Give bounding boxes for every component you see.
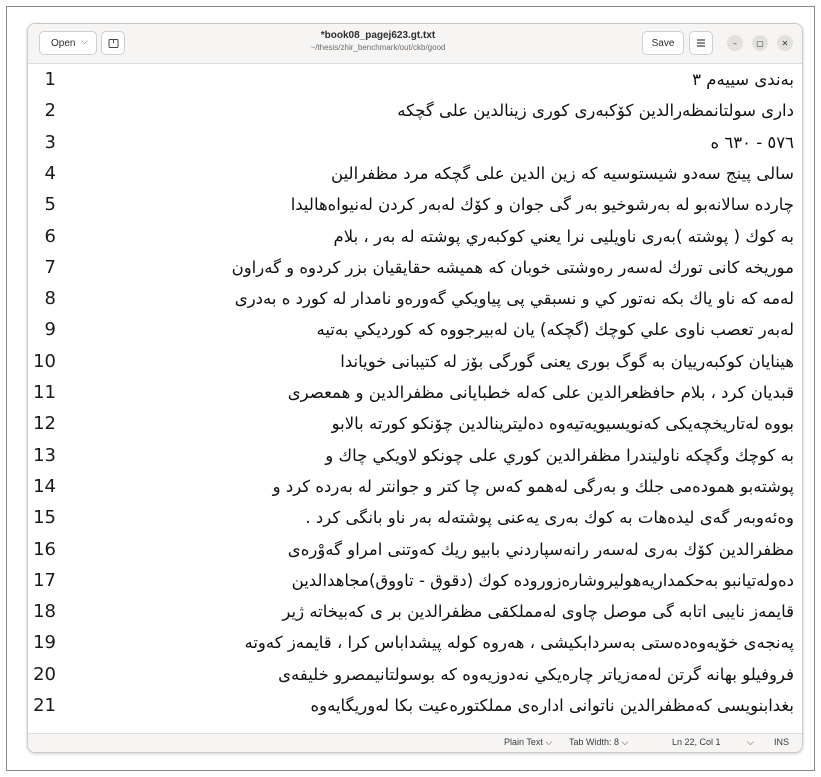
editor-line[interactable] [28,471,803,502]
line-text[interactable]: بغدابنویسی کەمظفرالدین ناتوانی ادارەی مملکتورەعیت بکا لەوریگایەوە [310,696,794,715]
tab-width-label: Tab Width: 8 [569,737,620,747]
line-number: 12 [33,413,56,435]
line-number: 9 [44,319,56,341]
editor-line[interactable] [28,596,803,627]
window-subtitle: ~/thesis/zhir_benchmark/out/ckb/good [310,43,446,52]
editor-line[interactable] [28,158,803,189]
line-number: 10 [33,350,56,372]
chevron-down-icon: ⌵ [621,737,629,747]
open-button-label: Open [51,37,76,49]
save-button-label: Save [651,37,675,49]
insert-mode-indicator: INS [774,737,790,747]
editor-line[interactable] [28,690,803,721]
editor-line[interactable] [28,283,803,314]
line-number: 14 [33,475,56,497]
line-text[interactable]: بەندی سییەم ٣ [692,70,794,89]
line-text[interactable]: بە کوك ( پوشتە )بەری ناویلیی نرا یعني کوکبەري پوشتە لە بەر ، بلام [333,226,794,246]
save-button[interactable] [642,31,684,55]
editor-line[interactable] [28,502,803,533]
line-number: 6 [44,225,56,247]
chevron-down-icon: ⌵ [747,737,754,747]
screenshot-frame [6,6,815,771]
editor-line[interactable] [28,221,803,252]
new-tab-icon [108,38,119,49]
line-text[interactable]: بە کوچك وگچکە ناولیندرا مظفرالدین کوري علی چونکو لاویکي چاك و [325,445,794,465]
line-number: 2 [44,100,56,122]
editor-line[interactable] [28,659,803,690]
chevron-down-icon: ⌵ [545,737,553,747]
line-number: 3 [44,131,56,153]
editor-line[interactable] [28,377,803,408]
editor-line[interactable] [28,627,803,658]
line-text[interactable]: ٥٧٦ - ٦٣٠ ە [710,132,794,152]
window-title-area [228,29,528,53]
line-text[interactable]: داری سولتانمظەرالدین کۆکبەری کوری زینالدین علی گچکە [397,101,794,121]
line-number: 8 [44,288,56,310]
editor-line[interactable] [28,440,803,471]
new-tab-button[interactable] [101,31,125,55]
open-button[interactable] [39,31,97,55]
line-number: 13 [33,444,56,466]
maximize-button[interactable] [752,35,768,51]
maximize-icon: ▢ [756,38,764,48]
line-number: 7 [44,256,56,278]
line-number: 19 [33,632,56,654]
line-number: 1 [44,69,56,90]
line-number: 20 [33,663,56,685]
line-number: 5 [44,194,56,216]
editor-line[interactable] [28,252,803,283]
line-number: 15 [33,507,56,529]
text-editor-window [27,23,803,753]
tab-width-selector[interactable] [569,737,628,748]
window-title: *book08_pagej623.gt.txt [320,30,436,41]
line-number: 4 [44,162,56,184]
cursor-position[interactable]: Ln 22, Col 1 [672,737,721,747]
line-number: 21 [33,695,56,716]
close-icon: ✕ [781,38,789,48]
line-text[interactable]: پوشتەبو همودەمی جلك و بەرگی لەهمو کەس چا کتر و جوانتر لە بەردە کرد و [272,476,794,496]
line-text[interactable]: دەولەتیانبو بەحکمداریەهولیروشارەزورودە کوك (دقوق - تاووق)مجاهدالدین [291,570,794,590]
text-editor-area[interactable] [28,64,802,735]
line-text[interactable]: لەمە کە ناو یاك بکە نەتور کي و نسبقي پی پیاویکي گەورەو نامدار لە کورد ە بەدری [234,289,794,309]
status-bar [28,733,802,752]
chevron-down-icon: ⌵ [81,36,88,46]
line-text[interactable]: بووە لەتاریخچەیکی کەنویسیویەتیەوە دەلیترینالدین چۆنکو کورتە بالابو [331,414,794,434]
editor-line[interactable] [28,314,803,345]
editor-line[interactable] [28,127,803,158]
main-menu-button[interactable] [689,31,713,55]
line-text[interactable]: لەبەر تعصب ناوی علي کوچك (گچکە) یان لەبیرجووە کە کوردیکي بەتیە [316,320,794,340]
line-text[interactable]: هینایان کوکبەرییان بە گوگ بوری یعنی گورگی بۆز لە کتیبانی خویاندا [340,351,794,371]
language-selector[interactable] [504,737,552,748]
editor-line[interactable] [28,346,803,377]
header-bar [28,24,802,64]
line-text[interactable]: چاردە سالانەبو لە بەرشوخیو بەر گی جوان و کۆك لەبەر کردن لەنیواەهالیدا [290,195,794,215]
line-text[interactable]: قبدیان کرد ، بلام حافظعرالدین علی کەلە خطبایانی مظفرالدین و همعصری [287,383,794,402]
line-text[interactable]: فروفیلو بهانە گرتن لەمەزیاتر چارەیکي نەدوزیەوە کە بوسولتانیمصرو خلیفەی [278,664,794,684]
minimize-icon: – [733,38,737,48]
line-text[interactable]: پەنجەی خۆیەوەدەستی بەسردابکیشی ، هەروە کولە پیشداباس کرا ، قایمەز کەوتە [244,633,794,653]
editor-line[interactable] [28,534,803,565]
hamburger-menu-icon [696,38,706,48]
close-button[interactable] [777,35,793,51]
editor-line[interactable] [28,64,803,95]
line-number: 17 [33,569,56,591]
editor-line[interactable] [28,408,803,439]
minimize-button[interactable] [727,35,743,51]
line-text[interactable]: سالی پینج سەدو شیستوسیە کە زین الدین علی گچکە مرد مظفرالین [331,163,794,183]
line-number: 18 [33,601,56,623]
line-number: 16 [33,538,56,560]
editor-line[interactable] [28,189,803,220]
language-label: Plain Text [504,737,543,747]
line-text[interactable]: قایمەز نایبی اتابە گی موصل چاوی لەمملکقی مظفرالدین بر ی کەبیخاتە ژیر [282,602,794,622]
editor-line[interactable] [28,95,803,126]
line-number: 11 [33,382,56,403]
editor-line[interactable] [28,565,803,596]
line-text[interactable]: موریخە کانی تورك لەسەر رەوشتی خوبان کە همیشە حقایقیان بزر کردوە و گەراون [231,257,794,277]
line-text[interactable]: مظفرالدین کۆك بەری لەسەر رانەسپاردني بابیو ریك کەوتنی امراو گەوْرەی [287,539,794,559]
line-text[interactable]: وەئەوبەر گەی لیدەهات بە کوك بەری یەعنی پوشتەلە بەر ناو بانگی کرد . [305,508,794,528]
